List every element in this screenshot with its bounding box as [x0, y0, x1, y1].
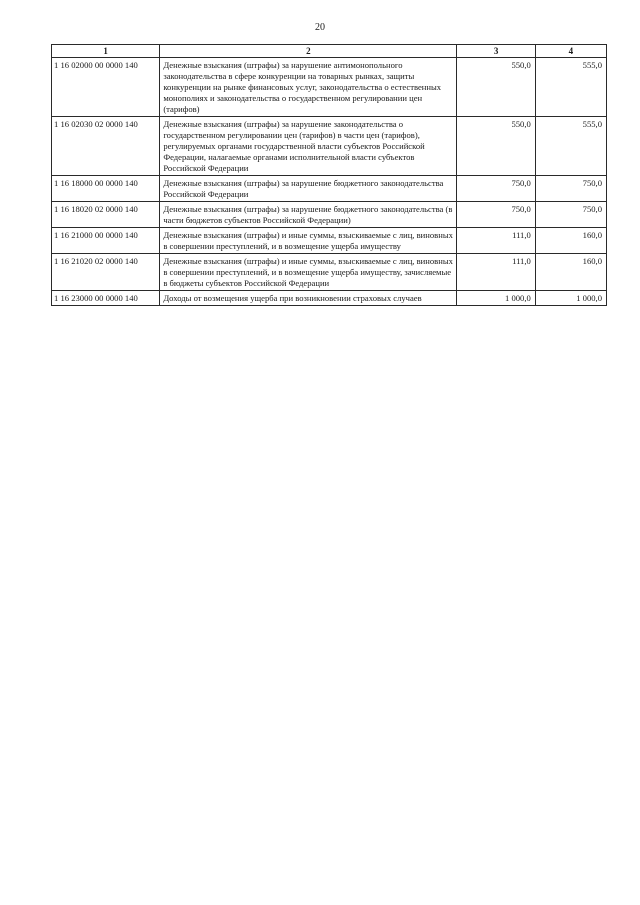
- revenue-name: Денежные взыскания (штрафы) и иные суммы, взыскиваемые с лиц, виновных в совершении преступлений, и в возмещение ущерба имуществу: [160, 228, 457, 254]
- amount-col4: 160,0: [535, 228, 606, 254]
- amount-col4: 750,0: [535, 176, 606, 202]
- table-header-row: [52, 45, 607, 58]
- column-header-2: 2: [160, 45, 457, 58]
- revenue-code: 1 16 02030 02 0000 140: [52, 117, 160, 176]
- revenue-name: Денежные взыскания (штрафы) за нарушение антимонопольного законодательства в сфере конкуренции на товарных рынках, защиты конкуренции на рынке финансовых услуг, законодательства о естественных монополиях и законодательства о государственном регулировании цен (тарифов): [160, 58, 457, 117]
- revenue-code: 1 16 23000 00 0000 140: [52, 291, 160, 306]
- revenue-table: [51, 44, 607, 306]
- column-header-3: 3: [457, 45, 535, 58]
- table-row: [52, 58, 607, 117]
- amount-col4: 555,0: [535, 58, 606, 117]
- table-row: [52, 254, 607, 291]
- amount-col4: 160,0: [535, 254, 606, 291]
- amount-col3: 550,0: [457, 58, 535, 117]
- amount-col3: 750,0: [457, 176, 535, 202]
- revenue-code: 1 16 02000 00 0000 140: [52, 58, 160, 117]
- revenue-name: Денежные взыскания (штрафы) и иные суммы, взыскиваемые с лиц, виновных в совершении преступлений, и в возмещение ущерба имуществу, зачисляемые в бюджеты субъектов Российской Федерации: [160, 254, 457, 291]
- revenue-name: Доходы от возмещения ущерба при возникновении страховых случаев: [160, 291, 457, 306]
- column-header-4: 4: [535, 45, 606, 58]
- page-number: 20: [315, 22, 325, 33]
- column-header-1: 1: [52, 45, 160, 58]
- revenue-code: 1 16 18020 02 0000 140: [52, 202, 160, 228]
- amount-col3: 750,0: [457, 202, 535, 228]
- revenue-code: 1 16 21000 00 0000 140: [52, 228, 160, 254]
- table-row: [52, 202, 607, 228]
- table-row: [52, 228, 607, 254]
- revenue-code: 1 16 18000 00 0000 140: [52, 176, 160, 202]
- revenue-name: Денежные взыскания (штрафы) за нарушение бюджетного законодательства Российской Федерации: [160, 176, 457, 202]
- amount-col4: 750,0: [535, 202, 606, 228]
- amount-col3: 550,0: [457, 117, 535, 176]
- table-row: [52, 176, 607, 202]
- amount-col4: 555,0: [535, 117, 606, 176]
- revenue-name: Денежные взыскания (штрафы) за нарушение законодательства о государственном регулировании цен (тарифов) в части цен (тарифов), регулируемых органами государственной власти субъектов Российской Федерации, налагаемые органами исполнительной власти субъектов Российской Федерации: [160, 117, 457, 176]
- table-row: [52, 291, 607, 306]
- amount-col3: 111,0: [457, 228, 535, 254]
- amount-col3: 111,0: [457, 254, 535, 291]
- revenue-name: Денежные взыскания (штрафы) за нарушение бюджетного законодательства (в части бюджетов субъектов Российской Федерации): [160, 202, 457, 228]
- amount-col3: 1 000,0: [457, 291, 535, 306]
- table-row: [52, 117, 607, 176]
- revenue-code: 1 16 21020 02 0000 140: [52, 254, 160, 291]
- amount-col4: 1 000,0: [535, 291, 606, 306]
